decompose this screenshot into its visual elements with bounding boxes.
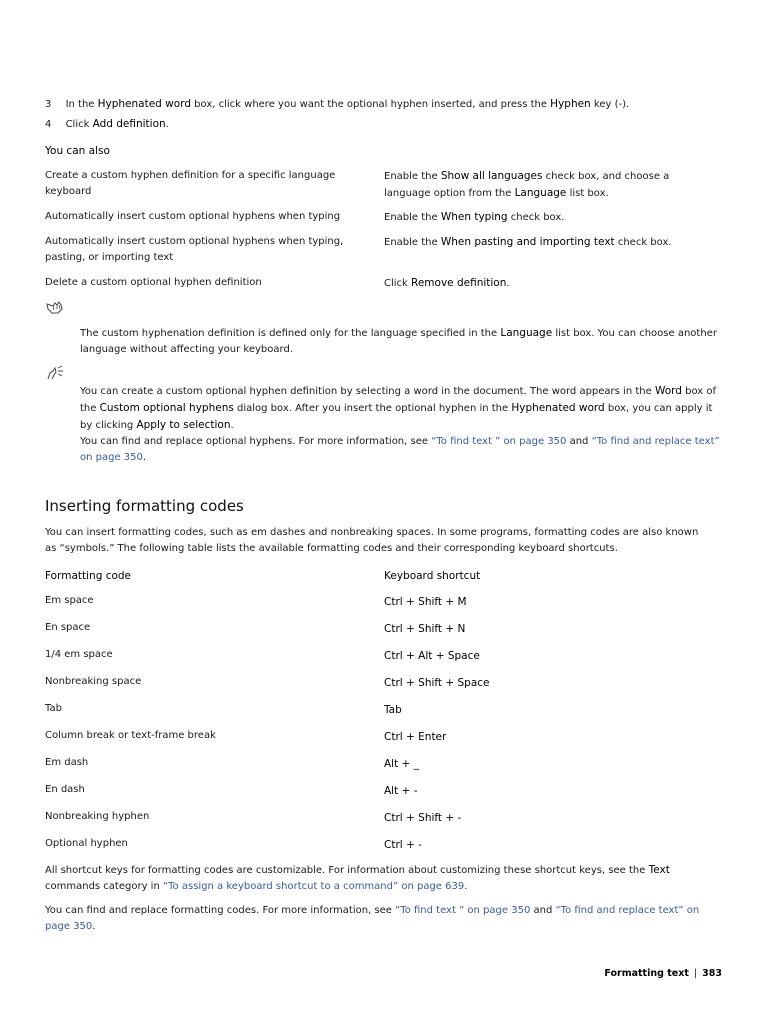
text-run: The custom hyphenation definition is defined only for the language specified in the [80, 328, 501, 339]
tip-paragraph-1 [80, 383, 720, 434]
text-run: You can create a custom optional hyphen definition by selecting a word in the document. The word appears in the [80, 386, 655, 397]
table-header-formatting-code: Formatting code [45, 570, 132, 582]
table-header-keyboard-shortcut: Keyboard shortcut [384, 570, 481, 582]
cross-reference-link[interactable]: “To find and replace text” on page 350 [45, 905, 700, 932]
text-run: box, click where you want the optional hyphen inserted, and press the [191, 99, 551, 110]
text-run: You can find and replace optional hyphens. For more information, see [80, 436, 432, 447]
text-run: Click [65, 119, 93, 130]
section-outro-customizable [45, 862, 715, 895]
table-row-shortcut: Ctrl + Shift + Space [384, 677, 490, 689]
table-row-shortcut: Ctrl + Enter [384, 731, 447, 743]
text-run: check box. [507, 212, 565, 223]
table-row-shortcut: Alt + - [384, 785, 418, 797]
table-row-code: Nonbreaking space [45, 676, 142, 687]
text-run: . [142, 452, 147, 463]
ui-term: Hyphen [550, 98, 591, 110]
ui-term: Custom optional hyphens [99, 402, 234, 414]
cross-reference-link[interactable]: “To find text ” on page 350 [431, 436, 567, 447]
text-run: . [506, 278, 510, 289]
text-run: box, you can apply it by clicking [80, 403, 713, 431]
also-row-2-left: Automatically insert custom optional hyphens when typing [45, 211, 341, 222]
table-row-shortcut: Ctrl + Shift + N [384, 623, 466, 635]
step-3 [45, 96, 629, 113]
ui-term: When typing [440, 211, 508, 223]
text-run: check box. [614, 237, 672, 248]
table-row-shortcut: Tab [384, 704, 402, 716]
table-row-shortcut: Ctrl + Shift + M [384, 596, 467, 608]
text-run: Click [384, 278, 412, 289]
ui-term: Hyphenated word [511, 402, 605, 414]
cross-reference-link[interactable]: “To find and replace text” on page 350 [80, 436, 720, 463]
ui-term: Word [654, 385, 682, 397]
footer-section-name: Formatting text [604, 968, 689, 979]
step-number: 3 [45, 99, 52, 110]
table-row-code: Optional hyphen [45, 838, 128, 849]
table-row-code: 1/4 em space [45, 649, 113, 660]
table-row-shortcut: Ctrl + Alt + Space [384, 650, 480, 662]
cross-reference-link[interactable]: “To assign a keyboard shortcut to a command” on page 639 [162, 881, 465, 892]
ui-term: Show all languages [440, 170, 543, 182]
text-run: key (-). [590, 99, 630, 110]
text-run: list box. [566, 188, 609, 199]
also-row-4-left: Delete a custom optional hyphen definition [45, 277, 262, 288]
section-outro-find-replace [45, 903, 720, 935]
table-row-code: Nonbreaking hyphen [45, 811, 150, 822]
text-run: All shortcut keys for formatting codes are customizable. For information about customizing these shortcut keys, see the [45, 865, 649, 876]
text-run: . [92, 921, 96, 932]
ui-term: Add definition [92, 118, 166, 130]
text-run: . [230, 420, 234, 431]
table-row-shortcut: Ctrl + Shift + - [384, 812, 462, 824]
table-row-code: Em space [45, 595, 94, 606]
text-run: box of the [80, 386, 717, 414]
note-text [80, 325, 720, 358]
text-run: Enable the [384, 171, 441, 182]
table-row-code: En dash [45, 784, 85, 795]
ui-term: Text [648, 864, 670, 876]
also-row-3-left: Automatically insert custom optional hyphens when typing, pasting, or importing text [45, 236, 344, 263]
text-run: You can find and replace formatting codes. For more information, see [45, 905, 396, 916]
text-run: dialog box. After you insert the optional hyphen in the [233, 403, 512, 414]
ui-term: Hyphenated word [97, 98, 191, 110]
tip-lightbulb-hand-icon [46, 365, 64, 381]
text-run: Enable the [384, 237, 441, 248]
text-run: commands category in [45, 881, 163, 892]
page-footer [604, 966, 722, 982]
step-number: 4 [45, 119, 52, 130]
also-row-4-right [384, 275, 719, 292]
you-can-also-heading: You can also [45, 145, 110, 157]
also-row-1-left: Create a custom hyphen definition for a specific language keyboard [45, 170, 336, 197]
cross-reference-link[interactable]: “To find text ” on page 350 [395, 905, 531, 916]
text-run: . [464, 881, 468, 892]
section-intro: You can insert formatting codes, such as em dashes and nonbreaking spaces. In some programs, formatting codes are also known as “symbols.” The following table lists the available formatting codes and their corresponding keyboard shortcuts. [45, 527, 699, 554]
footer-page-number: 383 [702, 968, 722, 979]
text-run: In the [65, 99, 98, 110]
table-row-code: Tab [45, 703, 62, 714]
also-row-2-right [384, 209, 719, 226]
also-row-1-right [384, 168, 719, 202]
ui-term: When pasting and importing text [440, 236, 615, 248]
text-run: and [530, 905, 556, 916]
table-row-shortcut: Alt + _ [384, 758, 419, 770]
ui-term: Language [500, 327, 553, 339]
footer-separator: | [693, 968, 698, 979]
note-pointing-hand-icon [46, 301, 64, 315]
table-row-shortcut: Ctrl + - [384, 839, 422, 851]
ui-term: Remove definition [411, 277, 507, 289]
text-run: list box. You can choose another language without affecting your keyboard. [80, 328, 717, 355]
text-run: and [566, 436, 592, 447]
text-run: check box, and choose a language option from the [384, 171, 670, 199]
ui-term: Language [514, 187, 567, 199]
text-run: Enable the [384, 212, 441, 223]
tip-paragraph-2 [80, 434, 725, 466]
step-text [66, 99, 630, 110]
also-row-3-right [384, 234, 719, 251]
table-row-code: Column break or text-frame break [45, 730, 216, 741]
ui-term: Apply to selection [136, 419, 231, 431]
table-row-code: Em dash [45, 757, 89, 768]
text-run: . [165, 119, 169, 130]
step-text [66, 119, 169, 130]
section-title: Inserting formatting codes [45, 497, 244, 515]
table-row-code: En space [45, 622, 91, 633]
step-4 [45, 116, 169, 133]
